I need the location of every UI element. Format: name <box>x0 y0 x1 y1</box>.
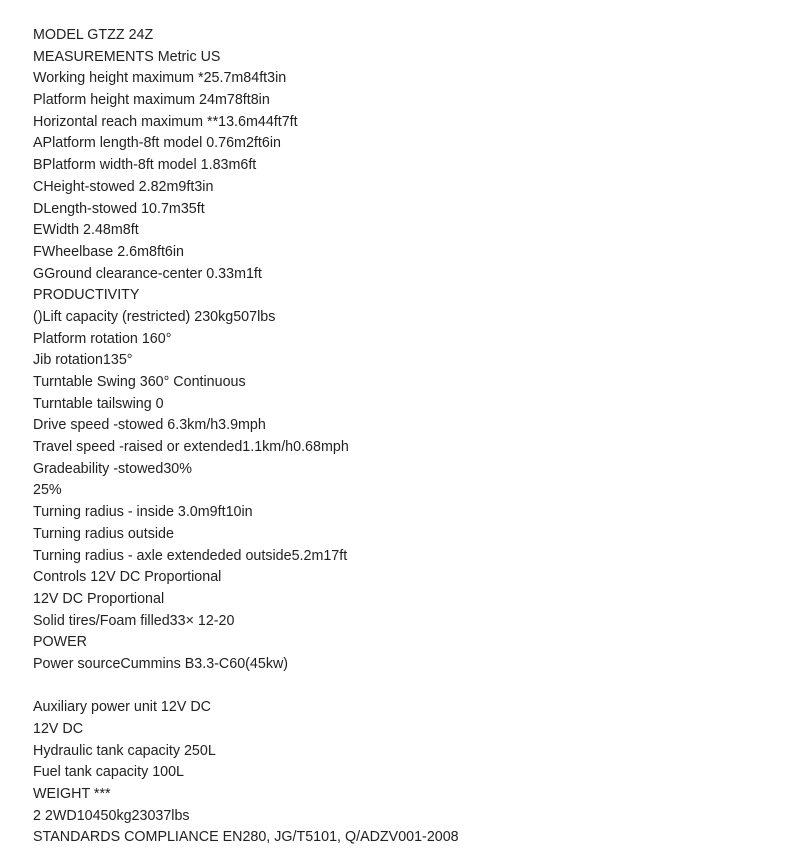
spec-line: Fuel tank capacity 100L <box>33 764 185 781</box>
spec-line: Turntable tailswing 0 <box>33 395 164 412</box>
spec-line: Drive speed -stowed 6.3km/h3.9mph <box>33 417 266 434</box>
spec-line: FWheelbase 2.6m8ft6in <box>33 243 184 260</box>
spec-line: Gradeability -stowed30% <box>33 460 192 477</box>
spec-line: DLength-stowed 10.7m35ft <box>33 200 205 217</box>
spec-line: 12V DC Proportional <box>33 590 165 607</box>
model-line: MODEL GTZZ 24Z <box>33 27 154 43</box>
spec-line: Platform rotation 160° <box>33 330 172 347</box>
spec-line: Travel speed -raised or extended1.1km/h0.68mph <box>33 439 349 456</box>
spec-line: 12V DC <box>33 721 84 737</box>
standards-line: STANDARDS COMPLIANCE EN280, JG/T5101, Q/ADZV001-2008 <box>33 829 459 846</box>
spec-line: Horizontal reach maximum **13.6m44ft7ft <box>33 113 298 130</box>
productivity-heading: PRODUCTIVITY <box>33 287 140 304</box>
measurements-heading: MEASUREMENTS Metric US <box>33 48 221 65</box>
spec-line: GGround clearance-center 0.33m1ft <box>33 265 262 282</box>
spec-line: Power sourceCummins B3.3-C60(45kw) <box>33 655 289 672</box>
weight-heading: WEIGHT *** <box>33 786 111 803</box>
blank-line <box>33 676 773 698</box>
spec-line: CHeight-stowed 2.82m9ft3in <box>33 178 214 195</box>
spec-line: ()Lift capacity (restricted) 230kg507lbs <box>33 308 276 325</box>
spec-line: BPlatform width-8ft model 1.83m6ft <box>33 157 257 174</box>
spec-line: Jib rotation135° <box>33 352 133 369</box>
spec-line: Turning radius outside <box>33 525 174 542</box>
spec-line: 2 2WD10450kg23037lbs <box>33 807 190 824</box>
spec-line: 25% <box>33 482 62 499</box>
spec-line: Turntable Swing 360° Continuous <box>33 374 246 390</box>
spec-line: Platform height maximum 24m78ft8in <box>33 92 270 109</box>
power-heading: POWER <box>33 634 88 651</box>
spec-line: Solid tires/Foam filled33× 12-20 <box>33 612 235 629</box>
spec-line: Auxiliary power unit 12V DC <box>33 699 211 716</box>
spec-line: Turning radius - inside 3.0m9ft10in <box>33 504 253 521</box>
spec-line: APlatform length-8ft model 0.76m2ft6in <box>33 135 281 152</box>
spec-line: Turning radius - axle extendeded outside5.2m17ft <box>33 547 348 564</box>
spec-line: Hydraulic tank capacity 250L <box>33 742 216 759</box>
spec-line: EWidth 2.48m8ft <box>33 222 139 239</box>
spec-line: Controls 12V DC Proportional <box>33 569 222 586</box>
spec-line: Working height maximum *25.7m84ft3in <box>33 70 287 87</box>
spec-sheet <box>33 25 773 849</box>
